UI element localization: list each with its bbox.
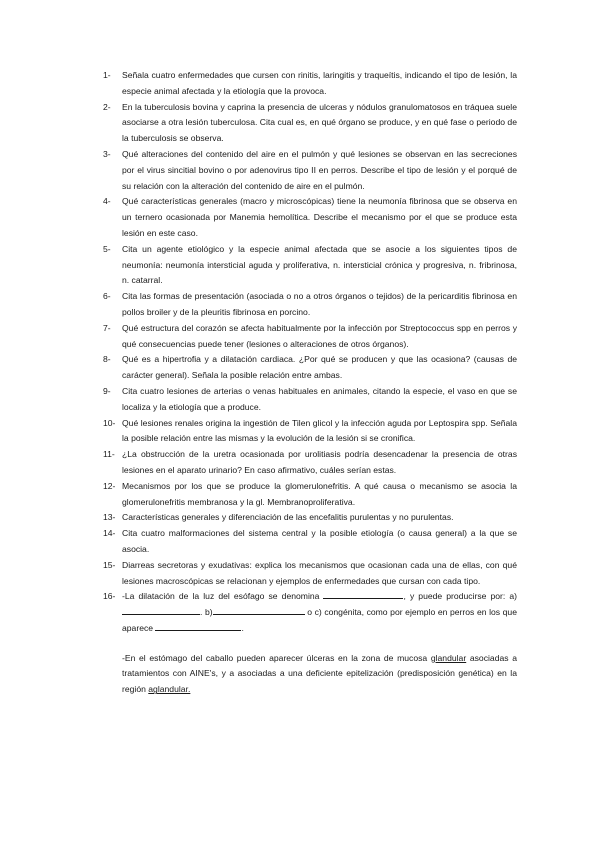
blank-field-3[interactable] — [213, 605, 305, 615]
question-item — [103, 526, 517, 558]
question-number: 2- — [103, 101, 111, 112]
note-part-2: asociadas a tratamientos con AINE's, y a asociadas a una deficiente epitelización (predisposición genética) en la región — [122, 652, 517, 695]
question-text: Qué alteraciones del contenido del aire en el pulmón y qué lesiones se observan en las secreciones por el virus sincitial bovino o por adenovirus tipo II en perros. Describe el tipo de lesión y el porqué de su relación con la alteración del contenido de aire en el pulmón. — [122, 148, 517, 191]
blank-field-1[interactable] — [323, 589, 403, 599]
question-number: 9- — [103, 385, 111, 396]
question-item — [103, 100, 517, 147]
question-number: 1- — [103, 70, 111, 80]
question-text: Qué es a hipertrofia y a dilatación cardiaca. ¿Por qué se producen y que las ocasiona? (causas de carácter general). Señala la posible relación entre ambas. — [122, 354, 517, 381]
note-part-1: -En el estómago del caballo pueden aparecer úlceras en la zona de mucosa — [122, 652, 431, 663]
question-text: Cita un agente etiológico y la especie animal afectada que se asocie a los siguientes tipos de neumonía: neumonía intersticial aguda y proliferativa, n. intersticial crónica y progresiva, n. fribrinosa, n. catarral. — [122, 243, 517, 286]
question-number: 8- — [103, 354, 111, 365]
question-item — [103, 68, 517, 100]
question-item — [103, 558, 517, 590]
question-item — [103, 321, 517, 353]
question-text: Qué estructura del corazón se afecta habitualmente por la infección por Streptococcus spp en perros y qué consecuencias puede tener (lesiones o alteraciones de otros órganos). — [122, 322, 517, 349]
question-text: Cita cuatro lesiones de arterias o venas habituales en animales, citando la especie, el vaso en que se localiza y la etiología que a produce. — [122, 385, 517, 412]
blank-field-4[interactable] — [155, 621, 244, 633]
question-text: Qué lesiones renales origina la ingestión de Tilen glicol y la infección aguda por Leptospira spp. Señala la posible relación entre las mismas y la evolución de la lesión si se cronifica. — [122, 417, 517, 444]
note-underlined-term: aglandular. — [148, 684, 191, 695]
question-number: 4- — [103, 196, 111, 207]
q16-part-5: . — [241, 622, 244, 633]
question-number: 10- — [103, 417, 116, 428]
question-item — [103, 510, 517, 526]
question-text: ¿La obstrucción de la uretra ocasionada por urolitiasis podría desencadenar la presencia de otras lesiones en el aparato urinario? En caso afirmativo, cuáles serían estas. — [122, 449, 517, 475]
question-text: Señala cuatro enfermedades que cursen con rinitis, laringitis y traqueítis, indicando el tipo de lesión, la especie animal afectada y la etiología que la provoca. — [122, 70, 517, 96]
note-underlined-term: glandular — [430, 652, 467, 663]
question-text: Mecanismos por los que se produce la glomerulonefritis. A qué causa o mecanismo se asocia la glomerulonefritis membranosa y la gl. Membranoproliferativa. — [122, 480, 517, 507]
q16-part-2: , y puede producirse por: a) — [403, 591, 517, 602]
question-number: 14- — [103, 528, 116, 539]
stomach-ulcer-note — [122, 651, 517, 698]
question-item — [103, 242, 517, 289]
q16-part-3: . b) — [200, 607, 213, 618]
q16-part-4: o c) congénita, como por ejemplo en perros en los que aparece — [122, 607, 517, 633]
question-number: 5- — [103, 243, 111, 254]
question-item — [103, 447, 517, 479]
question-item — [103, 479, 517, 511]
question-item — [103, 194, 517, 241]
question-item-16 — [103, 589, 517, 636]
question-item — [103, 289, 517, 321]
question-number: 13- — [103, 512, 116, 523]
q16-part-1: -La dilatación de la luz del esófago se denomina — [122, 591, 324, 602]
question-number: 11- — [103, 449, 115, 460]
question-number: 6- — [103, 291, 111, 302]
blank-field-2[interactable] — [122, 605, 200, 615]
question-item — [103, 352, 517, 384]
question-number: 15- — [103, 559, 116, 570]
question-item — [103, 147, 517, 194]
question-text: Diarreas secretoras y exudativas: explica los mecanismos que ocasionan cada una de ellas, con qué lesiones macroscópicas se relacionan y ejemplos de enfermedades que cursan con cada tipo. — [122, 559, 517, 586]
question-text: Cita las formas de presentación (asociada o no a otros órganos o tejidos) de la pericarditis fibrinosa en pollos broiler y de la pleuritis fibrinosa en porcino. — [122, 291, 517, 317]
question-item — [103, 416, 517, 448]
question-number: 12- — [103, 480, 116, 491]
question-text: Características generales y diferenciación de las encefalitis purulentas y no purulentas. — [122, 512, 454, 523]
question-text — [122, 589, 517, 636]
question-item — [103, 384, 517, 416]
question-number: 3- — [103, 148, 111, 159]
question-text: Qué características generales (macro y microscópicas) tiene la neumonía fibrinosa que se observa en un ternero ocasionada por Manemia hemolítica. Describe el mecanismo por el que se produce esta lesión en este caso. — [122, 196, 517, 238]
question-text: Cita cuatro malformaciones del sistema central y la posible etiología (o causa general) a la que se asocia. — [122, 528, 517, 554]
question-number: 16- — [103, 591, 116, 602]
question-list — [103, 68, 517, 698]
question-text: En la tuberculosis bovina y caprina la presencia de ulceras y nódulos granulomatosos en tráquea suele asociarse a otra lesión tuberculosa. Cita cual es, en qué órgano se produce, y en qué fase o periodo de la tuberculosis se observa. — [122, 101, 517, 144]
question-number: 7- — [103, 322, 111, 333]
